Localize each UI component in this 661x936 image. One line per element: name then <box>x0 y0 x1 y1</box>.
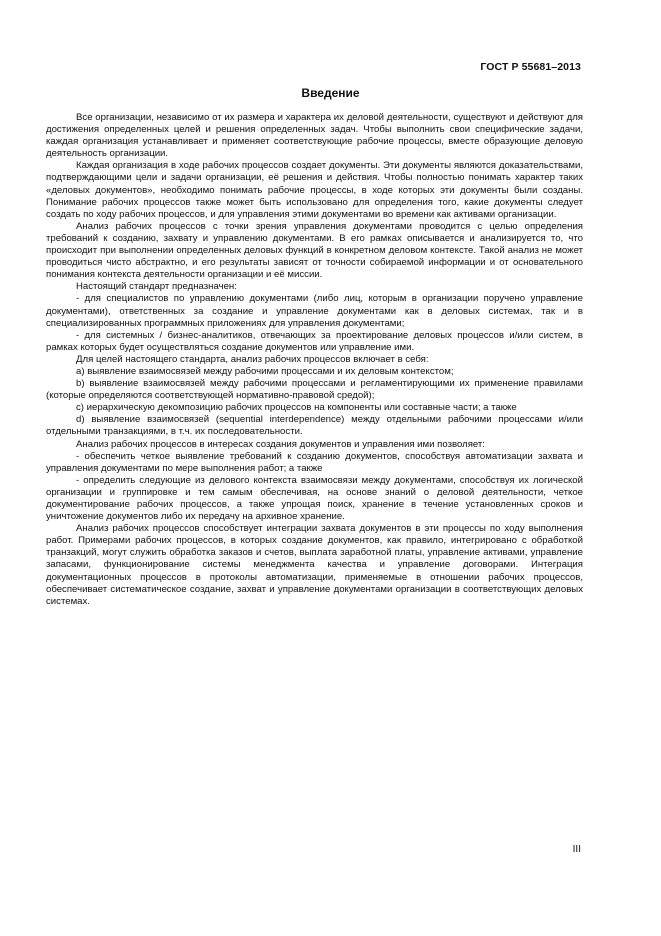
list-item: - определить следующие из делового контекста взаимосвязи между документами, способствуя их логической организации и группировке и тем самым обеспечивая, на основе знаний о деловой деятельности, четкое документирование рабочих процессов, а также упрощая поиск, хранение в течение установленных сроков и уничтожение документов либо их передачу на архивное хранение. <box>46 474 583 523</box>
paragraph: Анализ рабочих процессов способствует интеграции захвата документов в эти процессы по ходу выполнения работ. Примерами рабочих процессов, в которых создание документов, как правило, интегрировано с обработкой транзакций, могут служить обработка заказов и счетов, выплата заработной платы, управление активами, управление запасами, функционирование системы менеджмента качества и управление договорами. Интеграция документационных процессов в протоколы автоматизации, применяемые в отношении рабочих процессов, обеспечивает систематическое создание, захват и управление документами организации в соответствующих деловых системах. <box>46 523 583 607</box>
list-item: c) иерархическую декомпозицию рабочих процессов на компоненты или составные части; а также <box>76 402 517 414</box>
list-item: - для специалистов по управлению документами (либо лиц, которым в организации поручено управление документами), ответственных за создание и управление документами как в деловых системах, так и в специализированных программных приложениях для управления документами; <box>46 293 583 329</box>
paragraph: Все организации, независимо от их размера и характера их деловой деятельности, существуют и действуют для достижения определенных целей и решения определенных задач. Чтобы выполнить свои специфические задачи, каждая организация устанавливает и применяет соответствующие рабочие процессы, вместе образующие деловую деятельность организации. <box>46 112 583 160</box>
list-item: a) выявление взаимосвязей между рабочими процессами и их деловым контекстом; <box>76 365 454 377</box>
paragraph: Настоящий стандарт предназначен: <box>76 281 237 293</box>
paragraph: Анализ рабочих процессов в интересах создания документов и управления ими позволяет: <box>76 438 485 450</box>
body-text <box>46 112 583 608</box>
list-item: - обеспечить четкое выявление требований к созданию документов, способствуя автоматизации захвата и управления документами по мере выполнения работ; а также <box>46 450 583 474</box>
list-item: - для системных / бизнес-аналитиков, отвечающих за проектирование деловых процессов и/или систем, в рамках которых будет осуществляться создание документов или управление ими. <box>46 329 583 353</box>
paragraph: Каждая организация в ходе рабочих процессов создает документы. Эти документы являются доказательствами, подтверждающими цели и задачи организации, её решения и действия. Чтобы полностью понимать характер таких «деловых документов», необходимо понимать рабочие процессы, в ходе которых эти документы были созданы. Понимание рабочих процессов также может быть использовано для определения того, какие документы следует создать по ходу рабочих процессов, и для управления этими документами во времени как активами организации. <box>46 160 583 220</box>
section-title: Введение <box>301 86 360 100</box>
list-item: d) выявление взаимосвязей (sequential interdependence) между отдельными рабочими процессами и/или отдельными транзакциями, в т.ч. их последовательности. <box>46 414 583 438</box>
document-code: ГОСТ Р 55681–2013 <box>480 61 581 73</box>
page-number: III <box>572 844 581 855</box>
paragraph: Анализ рабочих процессов с точки зрения управления документами проводится с целью определения требований к созданию, захвату и управлению документами. В его рамках описывается и анализируется то, что происходит при выполнении определенных деловых функций в конкретном деловом контексте. Такой анализ не может проводиться чисто абстрактно, и его результаты зависят от точности собираемой информации и от основательного понимания контекста деятельности организации и её миссии. <box>46 220 583 281</box>
paragraph: Для целей настоящего стандарта, анализ рабочих процессов включает в себя: <box>76 353 429 365</box>
list-item: b) выявление взаимосвязей между рабочими процессами и регламентирующими их применение правилами (которые определяются соответствующей нормативно-правовой средой); <box>46 378 583 402</box>
